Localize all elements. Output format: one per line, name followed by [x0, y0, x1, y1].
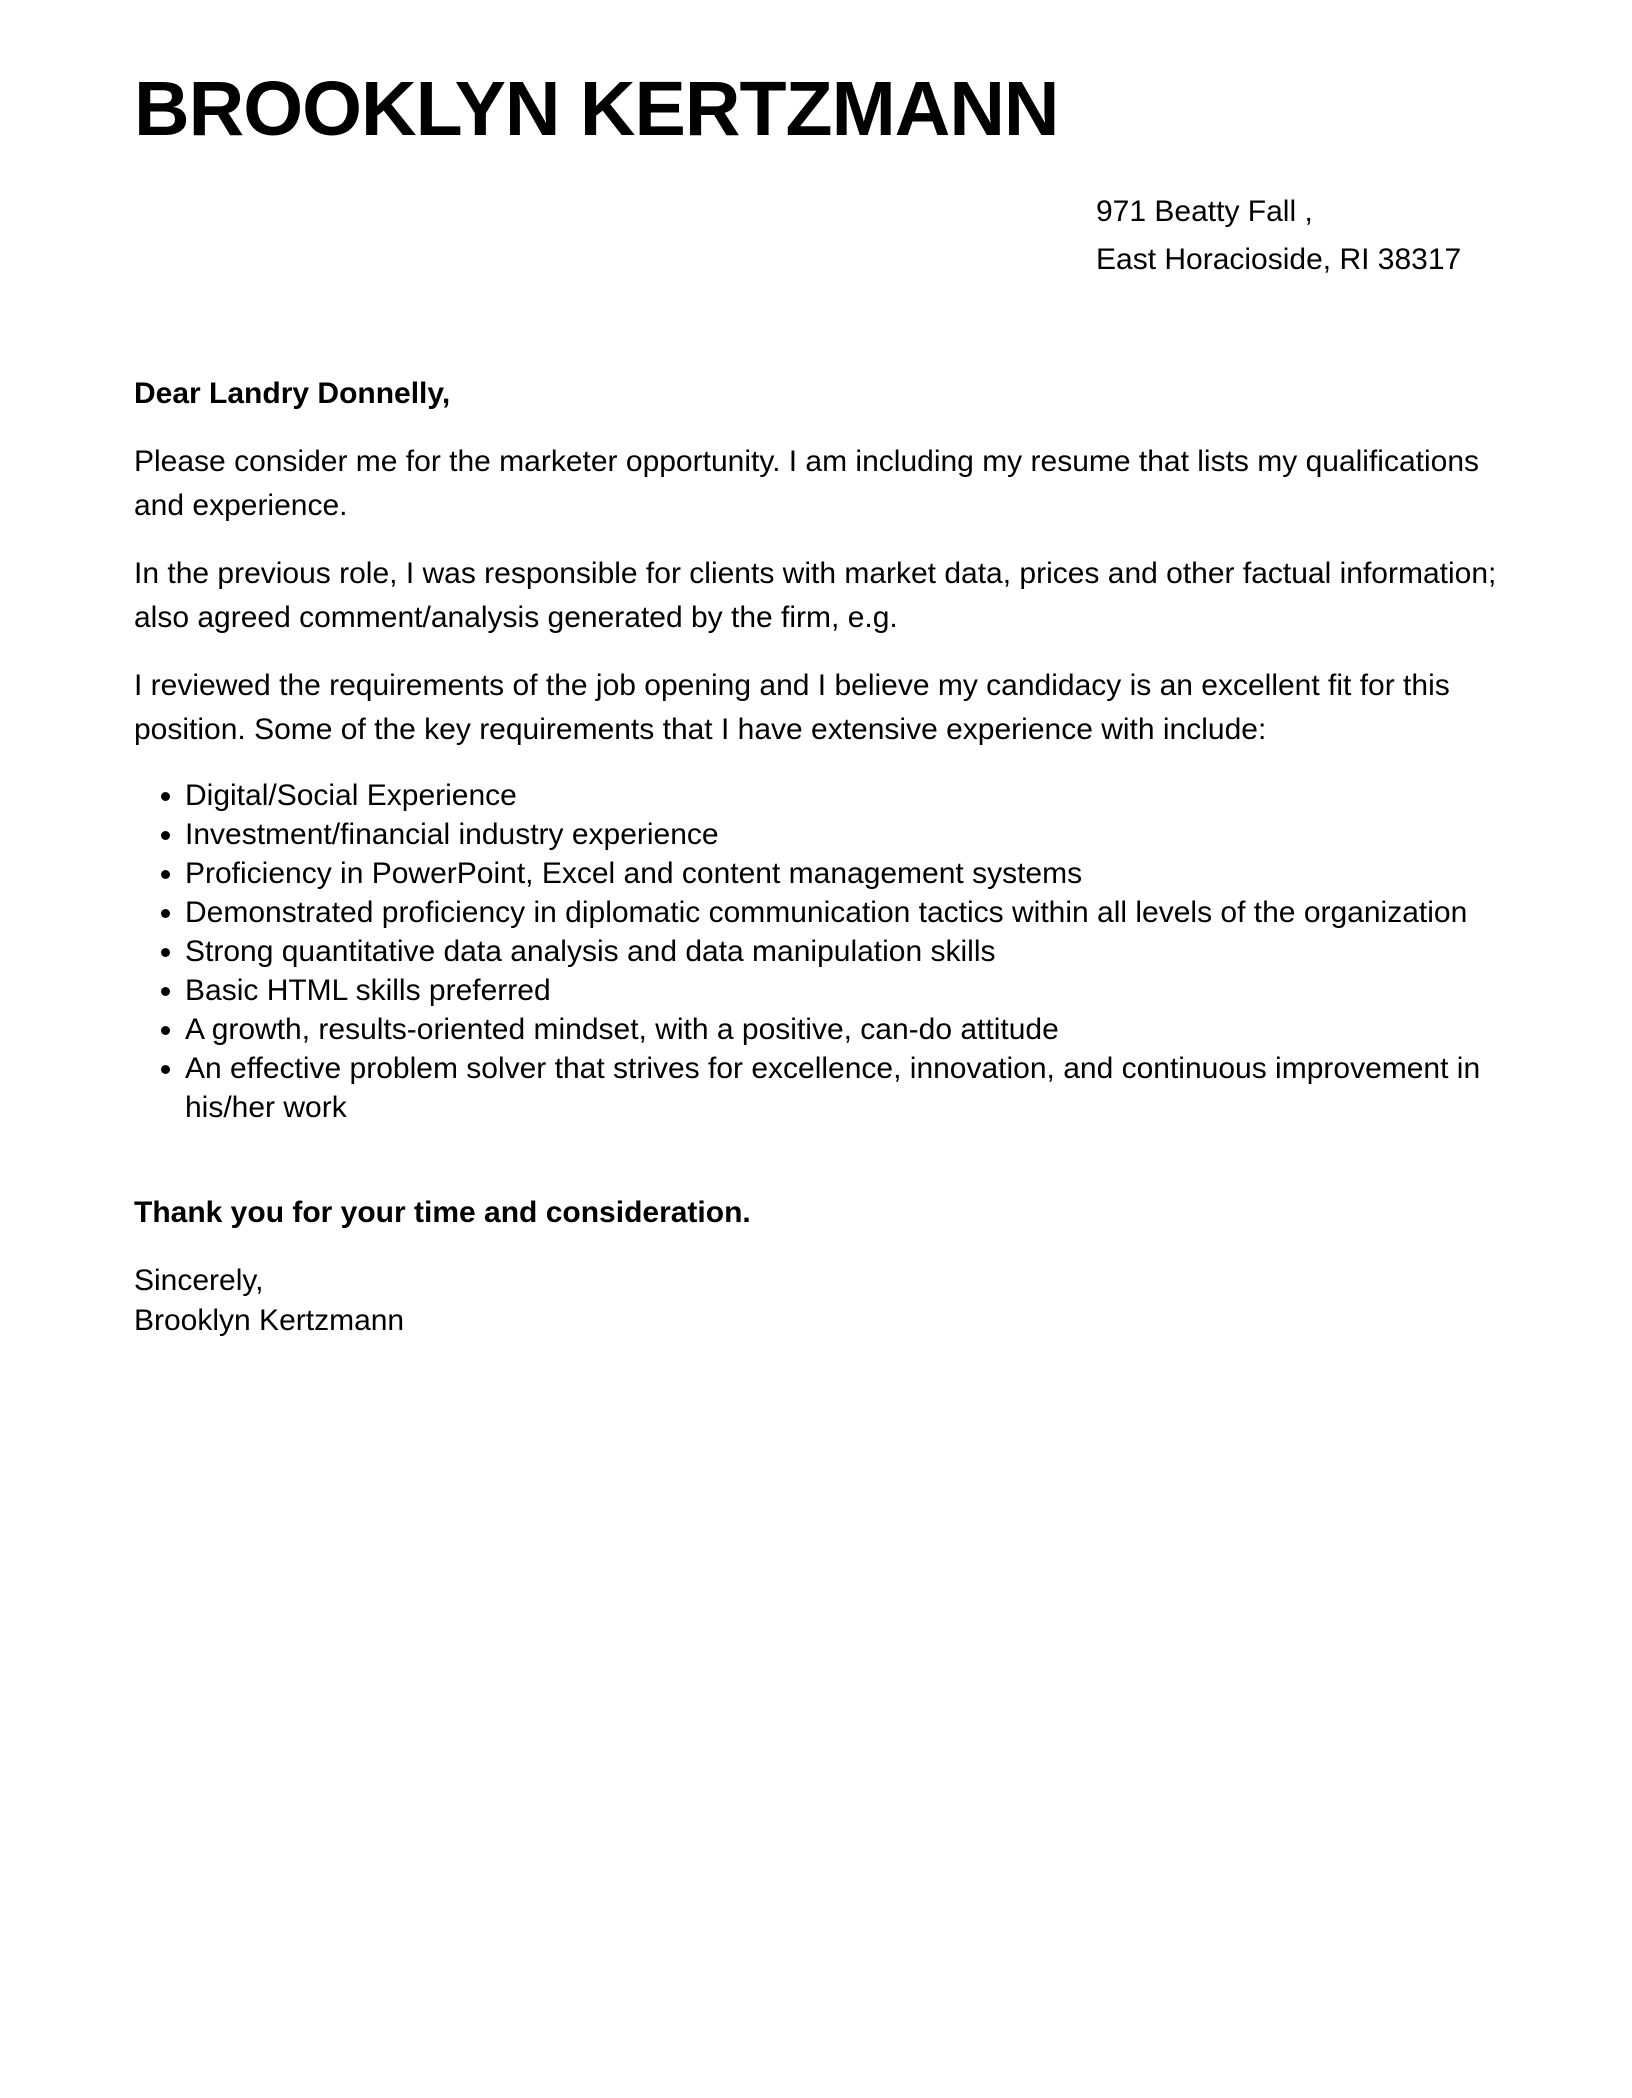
- requirement-item: • An effective problem solver that strives for excellence, innovation, and continuous improvement in his/her work: [185, 1049, 1498, 1127]
- requirement-item: • Investment/financial industry experience: [185, 815, 1498, 854]
- requirement-item: • Demonstrated proficiency in diplomatic communication tactics within all levels of the organization: [185, 893, 1498, 932]
- requirements-list: [134, 776, 1498, 1127]
- address-line-2: East Horacioside, RI 38317: [1096, 243, 1462, 277]
- requirement-item: • Proficiency in PowerPoint, Excel and content management systems: [185, 854, 1498, 893]
- requirement-item: • A growth, results-oriented mindset, with a positive, can-do attitude: [185, 1010, 1498, 1049]
- paragraph-intro: Please consider me for the marketer opportunity. I am including my resume that lists my qualifications and experience.: [134, 445, 1480, 523]
- paragraph-previous-role: In the previous role, I was responsible for clients with market data, prices and other factual information; also agreed comment/analysis generated by the firm, e.g.: [134, 557, 1497, 635]
- sender-address: [1096, 188, 1498, 284]
- thanks-line: Thank you for your time and consideration.: [134, 1196, 751, 1230]
- signature-name: Brooklyn Kertzmann: [134, 1304, 405, 1338]
- paragraph-requirements-intro: I reviewed the requirements of the job opening and I believe my candidacy is an excellent fit for this position. Some of the key requirements that I have extensive experience with include:: [134, 669, 1450, 747]
- greeting: Dear Landry Donnelly,: [134, 377, 451, 411]
- sign-off: [134, 1261, 1498, 1341]
- closing: Sincerely,: [134, 1264, 264, 1298]
- address-line-1: 971 Beatty Fall ,: [1096, 195, 1313, 229]
- requirement-item: • Digital/Social Experience: [185, 776, 1498, 815]
- page-title: BROOKLYN KERTZMANN: [134, 66, 1059, 152]
- requirement-item: • Strong quantitative data analysis and data manipulation skills: [185, 932, 1498, 971]
- requirement-item: • Basic HTML skills preferred: [185, 971, 1498, 1010]
